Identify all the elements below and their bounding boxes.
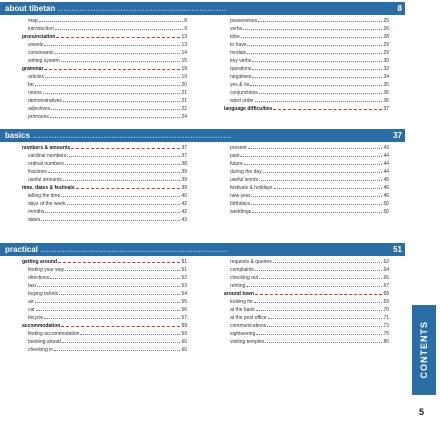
toc-entry-leader: [51, 105, 180, 110]
toc-entry-page: 44: [383, 161, 389, 167]
toc-entry-label: finding accommodation: [28, 331, 80, 337]
toc-entry-leader: [63, 176, 181, 181]
toc-column-left: [22, 144, 187, 224]
toc-entry: [22, 216, 187, 224]
toc-entry-label: getting around: [22, 259, 57, 265]
toc-entry-label: finding your way: [28, 267, 65, 273]
toc-entry-label: birthdays: [230, 201, 251, 207]
page-number: 5: [419, 407, 425, 417]
toc-entry-page: 38: [181, 161, 187, 167]
toc-entry-page: 45: [383, 177, 389, 183]
toc-entry: [22, 168, 187, 176]
toc-entry-label: tobe: [230, 34, 240, 40]
toc-entry-leader: [44, 65, 180, 70]
toc-column-left: [22, 17, 187, 121]
toc-entry-label: renting: [230, 283, 246, 289]
toc-entry-label: at the bank: [230, 307, 255, 313]
toc-entry: [22, 192, 187, 200]
toc-entry-page: 34: [383, 74, 389, 80]
toc-entry-label: taxi: [28, 283, 36, 289]
toc-entry-label: air: [28, 299, 34, 305]
toc-entry-leader: [61, 322, 180, 327]
toc-entry-leader: [255, 290, 382, 295]
toc-entry-label: around town: [224, 291, 254, 297]
toc-entry-leader: [243, 25, 382, 30]
toc-entry-leader: [241, 33, 383, 38]
toc-entry-page: 57: [181, 315, 187, 321]
toc-entry: [224, 105, 389, 113]
toc-entry-page: 13: [181, 42, 187, 48]
toc-entry: [224, 73, 389, 81]
toc-entry-page: 59: [181, 331, 187, 337]
toc-entry-page: 40: [181, 193, 187, 199]
toc-entry-page: 51: [181, 267, 187, 273]
toc-entry: [224, 266, 389, 274]
toc-entry: [224, 33, 389, 41]
toc-entry-label: to have: [230, 42, 247, 48]
toc-entry-leader: [80, 330, 180, 335]
toc-entry-label: cardinal numbers: [28, 153, 67, 159]
toc-entry-leader: [59, 290, 180, 295]
toc-entry-leader: [65, 160, 181, 165]
toc-entry-label: visiting temples: [230, 339, 265, 345]
toc-entry-page: 32: [383, 66, 389, 72]
title-leader: ..............................................................: [55, 4, 227, 13]
toc-entry-leader: [252, 65, 382, 70]
toc-entry-page: 13: [181, 34, 187, 40]
toc-entry-label: yes & no: [230, 82, 250, 88]
toc-entry-leader: [50, 274, 180, 279]
section-body-practical: [0, 258, 405, 358]
toc-entry-page: 50: [383, 201, 389, 207]
toc-entry-leader: [258, 17, 382, 22]
toc-entry-page: 30: [383, 58, 389, 64]
toc-entry: [224, 192, 389, 200]
toc-entry-page: 46: [383, 193, 389, 199]
toc-entry-label: possessives: [230, 18, 258, 24]
toc-column-left: [22, 258, 187, 354]
toc-entry: [224, 81, 389, 89]
toc-entry-label: days of the week: [28, 201, 66, 207]
toc-entry-label: directions: [28, 275, 50, 281]
toc-entry-leader: [61, 57, 181, 62]
toc-entry-leader: [45, 208, 180, 213]
toc-entry: [224, 330, 389, 338]
toc-entry-page: 52: [181, 275, 187, 281]
section-title: practical: [5, 245, 38, 254]
toc-entry-label: accommodation: [22, 323, 61, 329]
toc-entry-leader: [273, 105, 382, 110]
toc-entry: [224, 144, 389, 152]
toc-entry-page: 59: [181, 323, 187, 329]
toc-entry: [22, 105, 187, 113]
toc-entry: [224, 322, 389, 330]
toc-entry-page: 39: [181, 169, 187, 175]
toc-entry-leader: [268, 314, 383, 319]
toc-entry: [224, 338, 389, 346]
toc-entry: [22, 81, 187, 89]
toc-entry-label: sightseeing: [230, 331, 256, 337]
toc-entry: [224, 314, 389, 322]
toc-entry-leader: [263, 168, 383, 173]
toc-entry-leader: [41, 216, 180, 221]
toc-entry-page: 9: [184, 26, 187, 32]
toc-entry-label: numbers & amounts: [22, 145, 71, 151]
toc-entry-label: be: [28, 82, 34, 88]
toc-entry-leader: [62, 338, 181, 343]
toc-entry-page: 69: [383, 299, 389, 305]
toc-entry-label: map: [28, 18, 38, 24]
toc-entry-leader: [255, 266, 383, 271]
toc-entry-label: car: [28, 307, 35, 313]
toc-entry-label: new year: [230, 193, 251, 199]
toc-entry: [22, 73, 187, 81]
toc-entry: [224, 49, 389, 57]
toc-entry-leader: [36, 306, 180, 311]
toc-entry-leader: [244, 160, 383, 165]
toc-entry-label: consonants: [28, 50, 54, 56]
toc-entry: [224, 290, 389, 298]
section-header-about-tibetan: [0, 2, 405, 15]
section-page-number: 8: [397, 4, 402, 13]
toc-entry-label: key verbs: [230, 58, 252, 64]
toc-entry: [22, 306, 187, 314]
toc-entry-leader: [67, 200, 181, 205]
toc-entry-page: 35: [383, 82, 389, 88]
toc-column-right: [224, 17, 389, 113]
toc-entry-label: communications: [230, 323, 267, 329]
toc-entry-label: during the day: [230, 169, 262, 175]
toc-entry: [224, 298, 389, 306]
toc-entry: [22, 33, 187, 41]
toc-entry-label: dates: [28, 217, 41, 223]
section-header-basics: [0, 129, 405, 142]
toc-entry-page: 25: [383, 18, 389, 24]
toc-entry-leader: [250, 81, 382, 86]
toc-entry-label: modals: [230, 50, 247, 56]
toc-entry: [22, 89, 187, 97]
toc-entry-page: 14: [181, 50, 187, 56]
title-leader: .........................................................................: [29, 131, 232, 140]
toc-entry: [22, 338, 187, 346]
toc-entry-page: 21: [181, 98, 187, 104]
toc-entry-page: 26: [383, 26, 389, 32]
toc-entry-leader: [61, 192, 180, 197]
toc-entry-label: buying tickets: [28, 291, 59, 297]
toc-entry: [22, 282, 187, 290]
toc-entry-label: nouns: [28, 90, 42, 96]
toc-entry-page: 37: [383, 106, 389, 112]
toc-entry: [224, 160, 389, 168]
contents-side-tab: [412, 305, 436, 395]
toc-entry-label: requests & queries: [230, 259, 272, 265]
toc-entry-label: ordinal numbers: [28, 161, 64, 167]
section-page-number: 37: [393, 131, 402, 140]
toc-entry-label: present: [230, 145, 247, 151]
toc-entry-leader: [274, 184, 383, 189]
toc-entry-leader: [67, 152, 180, 157]
toc-entry: [224, 97, 389, 105]
toc-entry: [22, 346, 187, 354]
section-title: about tibetan: [5, 4, 56, 13]
toc-entry-page: 43: [383, 145, 389, 151]
toc-entry: [22, 184, 187, 192]
toc-entry-leader: [252, 208, 382, 213]
toc-entry-page: 54: [181, 291, 187, 297]
toc-entry-leader: [248, 144, 383, 149]
toc-entry-leader: [246, 282, 382, 287]
toc-entry-leader: [76, 184, 181, 189]
toc-entry-leader: [71, 144, 180, 149]
toc-entry: [22, 298, 187, 306]
toc-entry: [22, 49, 187, 57]
section-page-number: 51: [393, 245, 402, 254]
toc-entry-leader: [50, 113, 181, 118]
toc-entry: [22, 200, 187, 208]
toc-entry: [224, 41, 389, 49]
toc-entry-page: 73: [383, 323, 389, 329]
toc-entry-leader: [259, 274, 382, 279]
toc-entry: [224, 282, 389, 290]
section-body-basics: [0, 144, 405, 230]
toc-entry: [224, 17, 389, 25]
title-leader: .....................................................................: [37, 245, 229, 254]
toc-entry: [22, 314, 187, 322]
toc-entry: [224, 57, 389, 65]
toc-entry: [224, 200, 389, 208]
toc-entry-label: booking ahead: [28, 339, 61, 345]
toc-entry-label: time, dates & festivals: [22, 185, 75, 191]
toc-entry-page: 29: [383, 50, 389, 56]
toc-entry-leader: [37, 282, 181, 287]
toc-entry-leader: [35, 81, 181, 86]
toc-entry-page: 28: [383, 34, 389, 40]
toc-entry: [22, 322, 187, 330]
toc-entry-page: 66: [383, 275, 389, 281]
toc-entry-page: 67: [383, 283, 389, 289]
toc-column-right: [224, 144, 389, 216]
toc-entry-page: 70: [383, 307, 389, 313]
toc-entry: [224, 258, 389, 266]
toc-entry-label: adjectives: [28, 106, 51, 112]
toc-entry-page: 46: [383, 185, 389, 191]
toc-entry-leader: [240, 152, 382, 157]
toc-entry-page: 39: [181, 185, 187, 191]
toc-entry-label: telling the time: [28, 193, 61, 199]
toc-entry-leader: [252, 73, 382, 78]
toc-entry: [22, 41, 187, 49]
toc-entry-label: demonstratives: [28, 98, 62, 104]
toc-entry: [224, 168, 389, 176]
toc-entry-label: grammar: [22, 66, 44, 72]
toc-entry-label: bicycle: [28, 315, 44, 321]
toc-entry-label: fractions: [28, 169, 47, 175]
toc-entry-leader: [259, 89, 383, 94]
toc-entry-label: weddings: [230, 209, 252, 215]
toc-entry-label: language difficulties: [224, 106, 273, 112]
toc-entry-label: festivals & holidays: [230, 185, 273, 191]
toc-entry: [224, 306, 389, 314]
toc-entry-leader: [58, 258, 180, 263]
toc-entry-label: pronunciation: [22, 34, 56, 40]
toc-entry-leader: [273, 258, 383, 263]
toc-entry-leader: [44, 314, 180, 319]
toc-entry: [224, 208, 389, 216]
section-header-practical: [0, 243, 405, 256]
toc-entry-page: 42: [181, 201, 187, 207]
toc-entry-label: writing system: [28, 58, 60, 64]
toc-entry-label: pronouns: [28, 114, 49, 120]
toc-entry: [22, 152, 187, 160]
toc-entry-leader: [251, 192, 382, 197]
toc-entry-leader: [256, 306, 383, 311]
toc-entry: [224, 184, 389, 192]
toc-entry-page: 62: [383, 259, 389, 265]
toc-entry-page: 24: [181, 114, 187, 120]
toc-entry-leader: [259, 176, 382, 181]
toc-entry: [224, 152, 389, 160]
toc-entry-label: verbs: [230, 26, 243, 32]
toc-entry-page: 22: [181, 106, 187, 112]
toc-entry-leader: [35, 298, 181, 303]
toc-entry-leader: [254, 298, 382, 303]
toc-entry-label: checking out: [230, 275, 259, 281]
toc-entry: [22, 113, 187, 121]
toc-entry: [22, 97, 187, 105]
toc-entry-page: 8: [184, 18, 187, 24]
toc-entry: [22, 25, 187, 33]
toc-entry-label: introduction: [28, 26, 54, 32]
toc-entry: [22, 144, 187, 152]
toc-entry-page: 76: [383, 331, 389, 337]
toc-entry-leader: [48, 168, 181, 173]
toc-entry-page: 15: [181, 58, 187, 64]
section-body-about-tibetan: [0, 17, 405, 122]
toc-entry: [22, 17, 187, 25]
toc-entry: [22, 208, 187, 216]
toc-entry: [22, 274, 187, 282]
toc-entry-leader: [56, 33, 180, 38]
toc-entry: [22, 160, 187, 168]
section-title: basics: [5, 131, 30, 140]
toc-entry: [22, 330, 187, 338]
toc-entry-page: 80: [383, 339, 389, 345]
toc-entry-label: past: [230, 153, 240, 159]
toc-entry-leader: [45, 73, 181, 78]
toc-entry-label: articles: [28, 74, 44, 80]
toc-entry-label: questions: [230, 66, 252, 72]
toc-entry-label: conjunctions: [230, 90, 258, 96]
toc-entry-page: 51: [181, 259, 187, 265]
toc-entry-label: future: [230, 161, 243, 167]
toc-entry-page: 55: [181, 299, 187, 305]
toc-entry-label: useful amounts: [28, 177, 62, 183]
toc-entry-page: 19: [181, 74, 187, 80]
toc-entry-page: 39: [181, 177, 187, 183]
toc-entry-page: 29: [383, 42, 389, 48]
toc-entry-leader: [39, 17, 183, 22]
toc-entry-page: 56: [181, 307, 187, 313]
toc-entry-page: 44: [383, 169, 389, 175]
toc-entry-page: 21: [181, 90, 187, 96]
toc-entry-label: word order: [230, 98, 254, 104]
toc-entry-label: looking for: [230, 299, 254, 305]
toc-entry-leader: [43, 89, 181, 94]
toc-entry-leader: [256, 330, 382, 335]
toc-entry: [224, 65, 389, 73]
toc-entry-label: months: [28, 209, 45, 215]
toc-entry-page: 20: [181, 82, 187, 88]
toc-entry: [224, 89, 389, 97]
toc-entry: [224, 25, 389, 33]
toc-entry-page: 37: [181, 153, 187, 159]
toc-entry-page: 36: [383, 90, 389, 96]
toc-entry-page: 37: [181, 145, 187, 151]
toc-entry-label: at the post office: [230, 315, 267, 321]
toc-entry-leader: [251, 200, 382, 205]
toc-entry: [22, 176, 187, 184]
toc-entry-page: 53: [181, 283, 187, 289]
toc-entry-leader: [63, 97, 181, 102]
toc-entry-leader: [54, 346, 180, 351]
toc-entry-leader: [265, 338, 382, 343]
toc-entry: [22, 266, 187, 274]
toc-entry-leader: [247, 49, 382, 54]
toc-entry-page: 42: [181, 209, 187, 215]
toc-entry: [22, 290, 187, 298]
toc-entry: [224, 176, 389, 184]
toc-entry-page: 19: [181, 66, 187, 72]
toc-entry-page: 43: [181, 217, 187, 223]
toc-entry-label: checking in: [28, 347, 54, 353]
toc-entry: [224, 274, 389, 282]
toc-entry: [22, 57, 187, 65]
toc-entry-label: useful words: [230, 177, 259, 183]
side-tab-label: CONTENTS: [419, 321, 429, 379]
toc-column-right: [224, 258, 389, 346]
toc-entry: [22, 258, 187, 266]
toc-entry-leader: [65, 266, 180, 271]
toc-entry-leader: [247, 41, 382, 46]
toc-entry-leader: [55, 25, 183, 30]
toc-entry-leader: [255, 97, 383, 102]
toc-entry-label: vowels: [28, 42, 44, 48]
toc-entry-label: negatives: [230, 74, 252, 80]
toc-entry-label: complaints: [230, 267, 254, 273]
toc-entry-page: 36: [383, 98, 389, 104]
toc-entry-leader: [252, 57, 382, 62]
toc-entry: [22, 65, 187, 73]
toc-entry-leader: [55, 49, 181, 54]
toc-entry-page: 69: [383, 291, 389, 297]
toc-entry-page: 60: [181, 347, 187, 353]
toc-entry-page: 71: [383, 315, 389, 321]
toc-entry-leader: [267, 322, 382, 327]
toc-entry-leader: [44, 41, 180, 46]
toc-entry-page: 50: [383, 209, 389, 215]
toc-entry-page: 44: [383, 153, 389, 159]
toc-entry-page: 64: [383, 267, 389, 273]
toc-entry-page: 60: [181, 339, 187, 345]
